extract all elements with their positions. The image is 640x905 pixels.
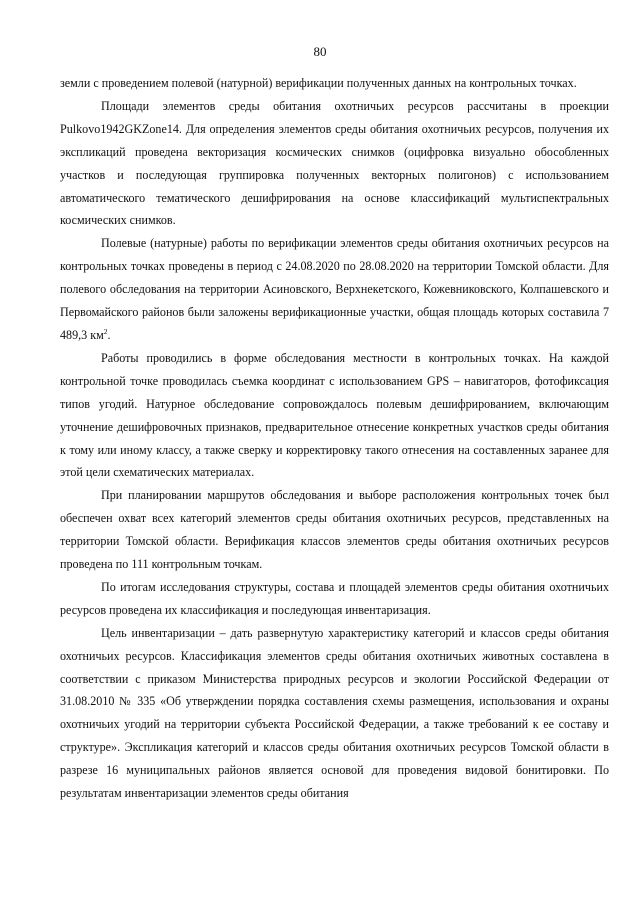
paragraph-continuation [60, 72, 609, 95]
paragraph-projection [60, 95, 609, 232]
paragraph-field-work [60, 232, 609, 347]
paragraph-text: По итогам исследования структуры, состава и площадей элементов среды обитания охотничьих ресурсов проведена их классификация и последующая инвентаризация. [60, 579, 609, 617]
paragraph-inventory-goal [60, 622, 609, 805]
paragraph-text: Полевые (натурные) работы по верификации элементов среды обитания охотничьих ресурсов на контрольных точках проведены в период с 24.08.2020 по 28.08.2020 на территории Томской области. Для полевого обследования на территории Асиновского, Верхнекетского, Кожевниковского, Колпашевского и Первомайского районов были заложены верификационные участки, общая площадь которых составила 7 489,3 км [60, 236, 609, 342]
page-number: 80 [313, 44, 327, 59]
paragraph-text: земли с проведением полевой (натурной) верификации полученных данных на контрольных точках. [60, 76, 577, 90]
paragraph-route-planning [60, 484, 609, 576]
paragraph-text: Цель инвентаризации – дать развернутую характеристику категорий и классов среды обитания охотничьих ресурсов. Классификация элементов среды обитания охотничьих животных составлена в соответствии с приказом Министерства природных ресурсов и экологии Российской Федерации от 31.08.2010 № 335 «Об утверждении порядка составления схемы размещения, использования и охраны охотничьих угодий на территории субъекта Российской Федерации, а также требований к ее составу и структуре». Экспликация категорий и классов среды обитания охотничьих ресурсов Томской области в разрезе 16 муниципальных районов является основой для проведения видовой бонитировки. По результатам инвентаризации элементов среды обитания [60, 625, 609, 801]
paragraph-suffix: . [107, 327, 111, 342]
paragraph-survey-method [60, 347, 609, 484]
paragraph-text: Работы проводились в форме обследования местности в контрольных точках. На каждой контрольной точке проводилась съемка координат с использованием GPS – навигаторов, фотофиксация типов угодий. Натурное обследование сопровождалось полевым дешифрированием, включающим уточнение дешифровочных признаков, предварительное отнесение конкретных участков среды обитания к тому или иному классу, а также сверку и корректировку такого отнесения на составленных заранее для этой цели схематических материалах. [60, 350, 609, 480]
document-body [60, 72, 609, 805]
paragraph-text: Площади элементов среды обитания охотничьих ресурсов рассчитаны в проекции Pulkovo1942GKZone14. Для определения элементов среды обитания охотничьих ресурсов, получения их экспликаций проведена векторизация космических снимков (оцифровка визуально обособленных участков и последующая группировка полученных векторных полигонов) с использованием автоматического тематического дешифрирования на основе классификаций мультиспектральных космических снимков. [60, 98, 609, 228]
paragraph-text: При планировании маршрутов обследования и выборе расположения контрольных точек был обеспечен охват всех категорий элементов среды обитания охотничьих ресурсов, представленных на территории Томской области. Верификация классов элементов среды обитания охотничьих ресурсов проведена по 111 контрольным точкам. [60, 488, 609, 572]
paragraph-classification [60, 576, 609, 622]
area-unit-superscript: 2 [103, 326, 108, 336]
